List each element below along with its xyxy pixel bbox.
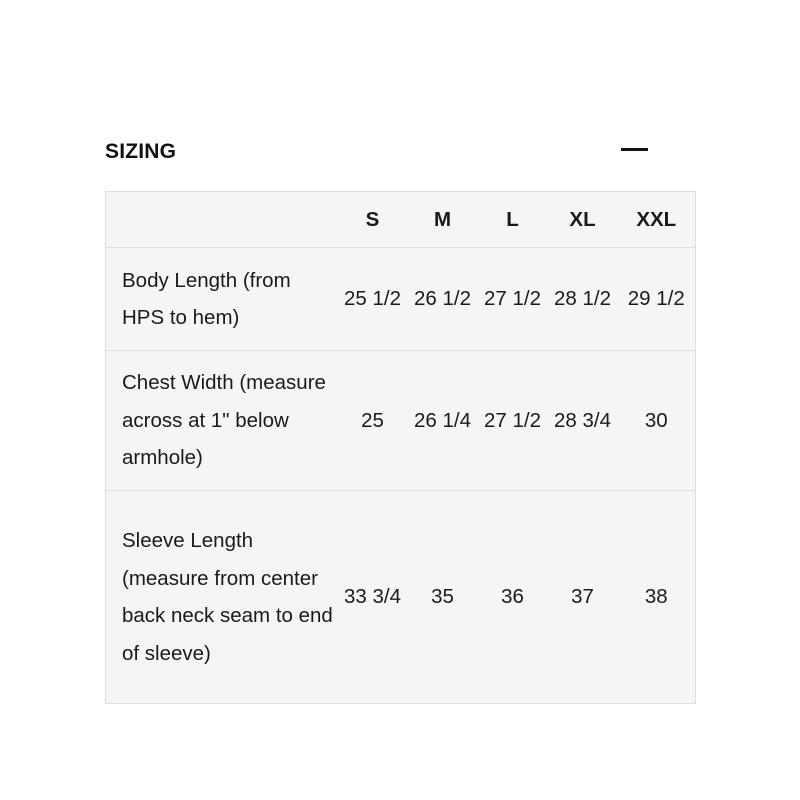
header-cell-l: L <box>506 207 519 231</box>
table-row <box>106 351 696 491</box>
cell-value: 29 1/2 <box>618 248 696 351</box>
row-label: Sleeve Length (measure from center back neck seam to end of sleeve) <box>106 491 338 704</box>
cell-value: 28 1/2 <box>548 248 618 351</box>
table-row <box>106 248 696 351</box>
size-chart <box>105 191 695 704</box>
cell-value: 35 <box>408 491 478 704</box>
header-cell-xxl: XXL <box>636 207 677 231</box>
header-cell-m: M <box>433 207 452 231</box>
section-title: SIZING <box>105 140 177 163</box>
cell-value: 25 <box>338 351 408 491</box>
row-label: Chest Width (measure across at 1" below armhole) <box>106 351 338 491</box>
cell-value: 27 1/2 <box>478 351 548 491</box>
row-label: Body Length (from HPS to hem) <box>106 248 338 351</box>
cell-value: 38 <box>618 491 696 704</box>
sizing-section-header[interactable] <box>105 138 650 166</box>
cell-value: 36 <box>478 491 548 704</box>
header-cell-s: S <box>365 207 380 231</box>
table-header-row <box>106 192 696 248</box>
cell-value: 26 1/2 <box>408 248 478 351</box>
size-table <box>105 191 696 704</box>
collapse-toggle-button[interactable] <box>617 138 653 162</box>
cell-value: 27 1/2 <box>478 248 548 351</box>
cell-value: 30 <box>618 351 696 491</box>
cell-value: 33 3/4 <box>338 491 408 704</box>
table-row <box>106 491 696 704</box>
cell-value: 26 1/4 <box>408 351 478 491</box>
header-cell-xl: XL <box>569 207 596 231</box>
minus-icon <box>621 148 648 151</box>
cell-value: 25 1/2 <box>338 248 408 351</box>
cell-value: 37 <box>548 491 618 704</box>
cell-value: 28 3/4 <box>548 351 618 491</box>
header-cell-empty <box>106 192 338 248</box>
